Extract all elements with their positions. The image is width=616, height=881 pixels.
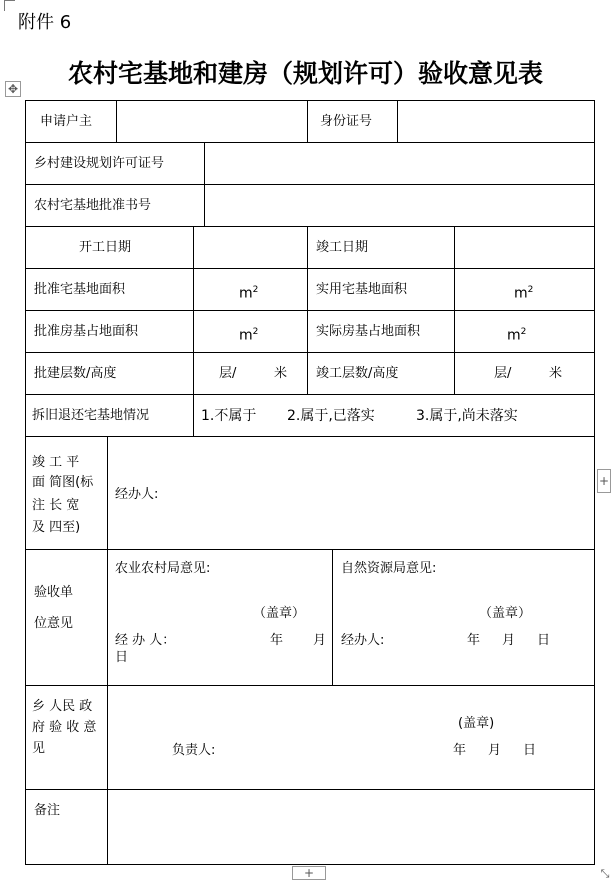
row-line [25,549,595,550]
row-line [25,142,595,143]
resource-handler-label: 经办人: [341,633,385,648]
township-label-line2: 府 验 收 意 [32,720,97,735]
demolition-option-3: 3.属于,尚未落实 [416,408,518,424]
col-line [193,226,194,436]
table-move-handle-icon[interactable]: ✥ [5,81,21,97]
agri-handler-label: 经 办 人： [115,633,176,648]
resource-bureau-title: 自然资源局意见: [341,561,437,576]
col-line [307,100,308,142]
township-label-line3: 见 [32,741,46,756]
applicant-label: 申请户主 [40,114,93,129]
col-line [307,226,308,394]
demolition-option-1: 1.不属于 [201,408,257,424]
acceptance-label-line2: 位意见 [34,616,74,631]
document-title: 农村宅基地和建房（规划许可）验收意见表 [68,59,544,88]
col-line [332,549,333,685]
actual-footprint-unit: $m^2$ [507,327,527,344]
resource-month: 月 [502,633,516,648]
township-responsible-label: 负责人: [172,743,216,758]
row-line [25,394,595,395]
acceptance-label-line1: 验收单 [34,585,74,600]
demolition-option-2: 2.属于,已落实 [287,408,375,424]
approved-footprint-unit: $m^2$ [239,327,259,344]
approved-floor-unit: 层/ [219,366,237,381]
resource-seal: （盖章） [479,606,532,621]
township-seal: (盖章) [458,716,495,731]
approved-land-area-unit: $m^2$ [239,285,259,302]
col-line [204,142,205,226]
approved-floors-label: 批建层数/高度 [34,366,117,381]
table-border-top [25,100,595,101]
approved-footprint-label: 批准房基占地面积 [34,324,139,339]
table-resize-icon[interactable]: ⤡ [598,866,612,880]
completion-date-label: 竣工日期 [316,240,369,255]
row-line [25,226,595,227]
approved-land-area-label: 批准宅基地面积 [34,282,126,297]
township-day: 日 [523,743,537,758]
row-line [25,310,595,311]
plan-label-line1: 竣 工 平 [32,455,80,470]
plan-label-line2: 面 简图(标 [32,475,94,490]
approval-number-label: 农村宅基地批准书号 [34,198,152,213]
table-border-bottom [25,864,595,865]
agri-seal: （盖章） [253,606,306,621]
remarks-label: 备注 [34,803,61,818]
completed-floor-unit: 层/ [494,366,512,381]
row-line [25,789,595,790]
col-line [107,436,108,865]
add-column-icon[interactable]: + [597,469,611,493]
attachment-label: 附件 6 [18,12,72,33]
agri-month: 月 [313,633,327,648]
plan-handler-label: 经办人: [115,487,159,502]
completed-floors-label: 竣工层数/高度 [316,366,399,381]
add-row-icon[interactable]: + [292,866,326,880]
col-line [397,100,398,142]
col-line [116,100,117,142]
completed-meter-unit: 米 [549,366,563,381]
actual-land-area-label: 实用宅基地面积 [316,282,408,297]
permit-number-label: 乡村建设规划许可证号 [34,156,165,171]
agri-bureau-title: 农业农村局意见: [115,561,211,576]
page-corner-mark [4,0,15,11]
plan-label-line3: 注 长 宽 [32,498,80,513]
agri-year: 年 [270,633,284,648]
col-line [454,226,455,394]
actual-land-area-unit: $m^2$ [514,285,534,302]
id-number-label: 身份证号 [320,114,373,129]
plan-label-line4: 及 四至) [32,520,81,535]
table-border-left [25,100,26,865]
township-month: 月 [488,743,502,758]
row-line [25,184,595,185]
row-line [25,268,595,269]
resource-day: 日 [537,633,551,648]
township-year: 年 [453,743,467,758]
actual-footprint-label: 实际房基占地面积 [316,324,421,339]
demolition-label: 拆旧退还宅基地情况 [32,408,150,423]
row-line [25,352,595,353]
table-border-right [594,100,595,865]
township-label-line1: 乡 人民 政 [32,699,93,714]
resource-year: 年 [467,633,481,648]
approved-meter-unit: 米 [274,366,288,381]
start-date-label: 开工日期 [79,240,132,255]
row-line [25,436,595,437]
row-line [25,685,595,686]
agri-day: 日 [115,650,129,665]
